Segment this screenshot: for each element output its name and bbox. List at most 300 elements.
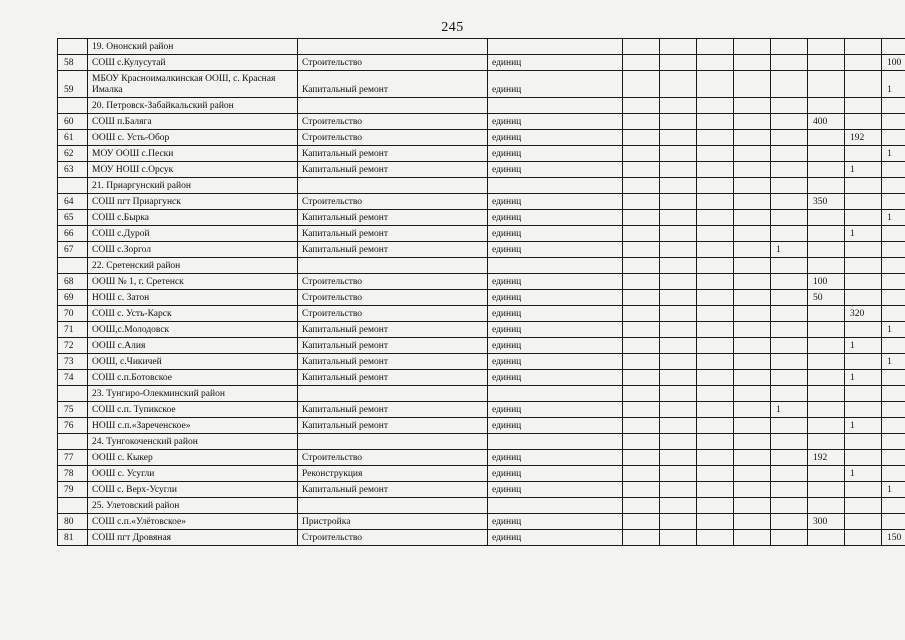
schools-table — [57, 38, 905, 546]
school-name-cell: СОШ с.Зоргол — [88, 242, 298, 258]
work-type-cell: Строительство — [298, 130, 488, 146]
value-cell — [808, 530, 845, 546]
value-cell — [882, 274, 905, 290]
value-cell — [697, 194, 734, 210]
empty-cell — [488, 386, 623, 402]
row-number-cell: 75 — [58, 402, 88, 418]
school-name-cell: СОШ с.Дурой — [88, 226, 298, 242]
district-header-row — [58, 178, 905, 194]
empty-cell — [623, 434, 660, 450]
value-cell — [734, 55, 771, 71]
value-cell — [734, 450, 771, 466]
value-cell — [845, 55, 882, 71]
row-number-cell: 59 — [58, 71, 88, 98]
value-cell — [771, 530, 808, 546]
empty-cell — [734, 258, 771, 274]
row-number-cell: 67 — [58, 242, 88, 258]
table-row — [58, 162, 905, 178]
unit-cell: единиц — [488, 210, 623, 226]
district-name-cell: 21. Приаргунский район — [88, 178, 298, 194]
value-cell — [734, 130, 771, 146]
value-cell — [734, 322, 771, 338]
empty-cell — [488, 98, 623, 114]
value-cell — [845, 514, 882, 530]
value-cell — [623, 354, 660, 370]
row-number-cell: 62 — [58, 146, 88, 162]
value-cell — [734, 370, 771, 386]
table-row — [58, 466, 905, 482]
table-row — [58, 530, 905, 546]
empty-cell — [660, 98, 697, 114]
value-cell — [660, 194, 697, 210]
value-cell — [697, 322, 734, 338]
value-cell — [623, 322, 660, 338]
value-cell — [660, 114, 697, 130]
value-cell — [771, 226, 808, 242]
value-cell — [771, 55, 808, 71]
empty-cell — [697, 178, 734, 194]
value-cell — [660, 482, 697, 498]
value-cell: 1 — [882, 482, 905, 498]
value-cell — [623, 530, 660, 546]
value-cell — [882, 114, 905, 130]
value-cell — [623, 402, 660, 418]
unit-cell: единиц — [488, 290, 623, 306]
value-cell — [660, 130, 697, 146]
value-cell: 1 — [845, 162, 882, 178]
value-cell — [845, 242, 882, 258]
value-cell — [697, 55, 734, 71]
value-cell — [845, 114, 882, 130]
work-type-cell: Капитальный ремонт — [298, 210, 488, 226]
district-name-cell: 19. Ононский район — [88, 39, 298, 55]
empty-cell — [734, 98, 771, 114]
unit-cell: единиц — [488, 194, 623, 210]
work-type-cell: Капитальный ремонт — [298, 322, 488, 338]
value-cell — [697, 338, 734, 354]
school-name-cell: СОШ с. Усть-Карск — [88, 306, 298, 322]
district-name-cell: 24. Тунгокоченский район — [88, 434, 298, 450]
empty-cell — [734, 434, 771, 450]
school-name-cell: НОШ с. Затон — [88, 290, 298, 306]
value-cell — [660, 418, 697, 434]
value-cell: 1 — [845, 338, 882, 354]
value-cell — [771, 354, 808, 370]
work-type-cell: Капитальный ремонт — [298, 338, 488, 354]
value-cell — [660, 55, 697, 71]
row-number-cell — [58, 498, 88, 514]
value-cell — [771, 322, 808, 338]
unit-cell: единиц — [488, 274, 623, 290]
value-cell — [660, 450, 697, 466]
value-cell — [771, 306, 808, 322]
empty-cell — [845, 39, 882, 55]
value-cell — [845, 146, 882, 162]
table-row — [58, 338, 905, 354]
value-cell — [697, 114, 734, 130]
school-name-cell: ООШ № 1, г. Сретенск — [88, 274, 298, 290]
value-cell — [623, 55, 660, 71]
table-body — [58, 39, 905, 546]
value-cell — [808, 55, 845, 71]
empty-cell — [697, 258, 734, 274]
value-cell — [882, 370, 905, 386]
value-cell — [845, 210, 882, 226]
empty-cell — [734, 498, 771, 514]
district-header-row — [58, 386, 905, 402]
empty-cell — [298, 386, 488, 402]
school-name-cell: ООШ с.Алия — [88, 338, 298, 354]
empty-cell — [623, 258, 660, 274]
empty-cell — [697, 98, 734, 114]
value-cell — [660, 370, 697, 386]
row-number-cell: 65 — [58, 210, 88, 226]
empty-cell — [771, 386, 808, 402]
empty-cell — [808, 258, 845, 274]
row-number-cell — [58, 178, 88, 194]
work-type-cell: Строительство — [298, 274, 488, 290]
value-cell — [771, 466, 808, 482]
table-row — [58, 370, 905, 386]
district-header-row — [58, 98, 905, 114]
table-row — [58, 114, 905, 130]
value-cell — [623, 130, 660, 146]
unit-cell: единиц — [488, 162, 623, 178]
table-row — [58, 226, 905, 242]
value-cell — [734, 146, 771, 162]
unit-cell: единиц — [488, 450, 623, 466]
value-cell: 100 — [882, 55, 905, 71]
empty-cell — [660, 258, 697, 274]
empty-cell — [298, 178, 488, 194]
value-cell — [882, 450, 905, 466]
empty-cell — [882, 258, 905, 274]
table-row — [58, 146, 905, 162]
row-number-cell: 72 — [58, 338, 88, 354]
table-row — [58, 482, 905, 498]
row-number-cell: 66 — [58, 226, 88, 242]
work-type-cell: Строительство — [298, 290, 488, 306]
row-number-cell: 60 — [58, 114, 88, 130]
value-cell — [771, 146, 808, 162]
value-cell — [697, 146, 734, 162]
district-name-cell: 22. Сретенский район — [88, 258, 298, 274]
value-cell — [623, 146, 660, 162]
value-cell — [808, 418, 845, 434]
unit-cell: единиц — [488, 466, 623, 482]
empty-cell — [734, 386, 771, 402]
row-number-cell: 69 — [58, 290, 88, 306]
value-cell — [734, 354, 771, 370]
value-cell — [845, 194, 882, 210]
value-cell — [734, 71, 771, 98]
value-cell: 192 — [808, 450, 845, 466]
empty-cell — [808, 98, 845, 114]
work-type-cell: Капитальный ремонт — [298, 402, 488, 418]
unit-cell: единиц — [488, 114, 623, 130]
work-type-cell: Капитальный ремонт — [298, 418, 488, 434]
value-cell — [623, 71, 660, 98]
value-cell — [660, 242, 697, 258]
row-number-cell: 77 — [58, 450, 88, 466]
empty-cell — [808, 498, 845, 514]
empty-cell — [660, 39, 697, 55]
value-cell — [771, 71, 808, 98]
table-row — [58, 242, 905, 258]
value-cell — [623, 514, 660, 530]
empty-cell — [845, 434, 882, 450]
empty-cell — [697, 39, 734, 55]
value-cell — [882, 402, 905, 418]
value-cell: 100 — [808, 274, 845, 290]
value-cell — [808, 226, 845, 242]
empty-cell — [882, 98, 905, 114]
value-cell — [623, 418, 660, 434]
empty-cell — [488, 39, 623, 55]
empty-cell — [660, 386, 697, 402]
empty-cell — [660, 498, 697, 514]
value-cell — [808, 71, 845, 98]
value-cell — [845, 322, 882, 338]
school-name-cell: ООШ,с.Молодовск — [88, 322, 298, 338]
table-row — [58, 194, 905, 210]
unit-cell: единиц — [488, 530, 623, 546]
value-cell — [623, 450, 660, 466]
unit-cell: единиц — [488, 226, 623, 242]
work-type-cell: Строительство — [298, 55, 488, 71]
row-number-cell — [58, 434, 88, 450]
value-cell: 400 — [808, 114, 845, 130]
work-type-cell: Капитальный ремонт — [298, 354, 488, 370]
value-cell: 1 — [845, 418, 882, 434]
value-cell — [808, 482, 845, 498]
row-number-cell: 71 — [58, 322, 88, 338]
row-number-cell: 74 — [58, 370, 88, 386]
value-cell — [623, 194, 660, 210]
empty-cell — [882, 498, 905, 514]
value-cell — [771, 338, 808, 354]
row-number-cell — [58, 98, 88, 114]
value-cell: 350 — [808, 194, 845, 210]
table-row — [58, 402, 905, 418]
table-row — [58, 514, 905, 530]
empty-cell — [660, 178, 697, 194]
value-cell — [697, 210, 734, 226]
value-cell — [845, 482, 882, 498]
work-type-cell: Строительство — [298, 114, 488, 130]
value-cell — [808, 402, 845, 418]
value-cell — [660, 210, 697, 226]
value-cell — [660, 146, 697, 162]
value-cell — [808, 322, 845, 338]
unit-cell: единиц — [488, 370, 623, 386]
value-cell — [623, 274, 660, 290]
value-cell — [697, 370, 734, 386]
school-name-cell: ООШ, с.Чикичей — [88, 354, 298, 370]
unit-cell: единиц — [488, 338, 623, 354]
value-cell: 1 — [845, 466, 882, 482]
value-cell — [882, 338, 905, 354]
value-cell — [845, 402, 882, 418]
empty-cell — [882, 434, 905, 450]
empty-cell — [808, 178, 845, 194]
empty-cell — [298, 434, 488, 450]
row-number-cell: 68 — [58, 274, 88, 290]
unit-cell: единиц — [488, 322, 623, 338]
school-name-cell: СОШ п.Баляга — [88, 114, 298, 130]
empty-cell — [882, 386, 905, 402]
empty-cell — [845, 258, 882, 274]
empty-cell — [882, 39, 905, 55]
value-cell — [845, 354, 882, 370]
district-name-cell: 20. Петровск-Забайкальский район — [88, 98, 298, 114]
unit-cell: единиц — [488, 514, 623, 530]
value-cell — [882, 162, 905, 178]
value-cell — [623, 226, 660, 242]
school-name-cell: МОУ ООШ с.Пески — [88, 146, 298, 162]
value-cell — [660, 306, 697, 322]
row-number-cell — [58, 39, 88, 55]
value-cell: 1 — [882, 322, 905, 338]
value-cell — [697, 274, 734, 290]
table-row — [58, 274, 905, 290]
value-cell — [882, 466, 905, 482]
school-name-cell: ООШ с. Кыкер — [88, 450, 298, 466]
value-cell — [808, 370, 845, 386]
value-cell — [697, 466, 734, 482]
empty-cell — [660, 434, 697, 450]
empty-cell — [808, 386, 845, 402]
school-name-cell: СОШ пгт Приаргунск — [88, 194, 298, 210]
value-cell — [734, 290, 771, 306]
school-name-cell: МБОУ Красноималкинская ООШ, с. Красная Ималка — [88, 71, 298, 98]
value-cell — [623, 210, 660, 226]
value-cell — [660, 354, 697, 370]
value-cell: 1 — [882, 71, 905, 98]
value-cell — [882, 418, 905, 434]
work-type-cell: Строительство — [298, 306, 488, 322]
empty-cell — [298, 98, 488, 114]
row-number-cell: 63 — [58, 162, 88, 178]
empty-cell — [488, 178, 623, 194]
district-header-row — [58, 39, 905, 55]
row-number-cell: 61 — [58, 130, 88, 146]
value-cell — [882, 130, 905, 146]
value-cell — [697, 71, 734, 98]
value-cell: 1 — [845, 226, 882, 242]
value-cell — [623, 114, 660, 130]
value-cell — [771, 418, 808, 434]
value-cell — [882, 194, 905, 210]
empty-cell — [697, 498, 734, 514]
table-row — [58, 290, 905, 306]
empty-cell — [697, 434, 734, 450]
value-cell — [845, 290, 882, 306]
table-row — [58, 306, 905, 322]
table-row — [58, 130, 905, 146]
row-number-cell — [58, 386, 88, 402]
work-type-cell: Пристройка — [298, 514, 488, 530]
district-header-row — [58, 258, 905, 274]
empty-cell — [623, 386, 660, 402]
empty-cell — [882, 178, 905, 194]
value-cell — [660, 402, 697, 418]
value-cell — [771, 210, 808, 226]
value-cell — [845, 530, 882, 546]
value-cell — [660, 226, 697, 242]
row-number-cell: 64 — [58, 194, 88, 210]
empty-cell — [623, 498, 660, 514]
district-name-cell: 23. Тунгиро-Олекминский район — [88, 386, 298, 402]
value-cell: 1 — [882, 354, 905, 370]
row-number-cell: 73 — [58, 354, 88, 370]
work-type-cell: Строительство — [298, 530, 488, 546]
value-cell — [771, 290, 808, 306]
value-cell — [697, 482, 734, 498]
value-cell — [808, 242, 845, 258]
value-cell — [697, 418, 734, 434]
value-cell: 192 — [845, 130, 882, 146]
value-cell: 150 — [882, 530, 905, 546]
value-cell — [734, 194, 771, 210]
value-cell — [734, 530, 771, 546]
work-type-cell: Капитальный ремонт — [298, 146, 488, 162]
value-cell — [697, 226, 734, 242]
value-cell — [882, 290, 905, 306]
empty-cell — [845, 386, 882, 402]
value-cell — [734, 226, 771, 242]
value-cell — [734, 274, 771, 290]
table-row — [58, 450, 905, 466]
row-number-cell: 80 — [58, 514, 88, 530]
value-cell — [697, 162, 734, 178]
value-cell — [771, 450, 808, 466]
value-cell — [623, 370, 660, 386]
value-cell — [697, 514, 734, 530]
empty-cell — [697, 386, 734, 402]
value-cell — [660, 466, 697, 482]
value-cell — [808, 146, 845, 162]
value-cell — [697, 354, 734, 370]
empty-cell — [771, 498, 808, 514]
value-cell — [771, 274, 808, 290]
value-cell — [771, 514, 808, 530]
value-cell — [734, 482, 771, 498]
unit-cell: единиц — [488, 242, 623, 258]
table-row — [58, 418, 905, 434]
page-number: 245 — [441, 20, 464, 35]
value-cell — [808, 338, 845, 354]
value-cell — [882, 306, 905, 322]
table-row — [58, 210, 905, 226]
empty-cell — [771, 434, 808, 450]
school-name-cell: СОШ с.Кулусутай — [88, 55, 298, 71]
empty-cell — [488, 258, 623, 274]
row-number-cell: 79 — [58, 482, 88, 498]
unit-cell: единиц — [488, 418, 623, 434]
value-cell — [734, 402, 771, 418]
value-cell — [697, 242, 734, 258]
empty-cell — [771, 258, 808, 274]
empty-cell — [845, 98, 882, 114]
unit-cell: единиц — [488, 306, 623, 322]
empty-cell — [623, 98, 660, 114]
value-cell: 1 — [845, 370, 882, 386]
value-cell — [623, 242, 660, 258]
table-row — [58, 55, 905, 71]
empty-cell — [623, 178, 660, 194]
school-name-cell: МОУ НОШ с.Орсук — [88, 162, 298, 178]
